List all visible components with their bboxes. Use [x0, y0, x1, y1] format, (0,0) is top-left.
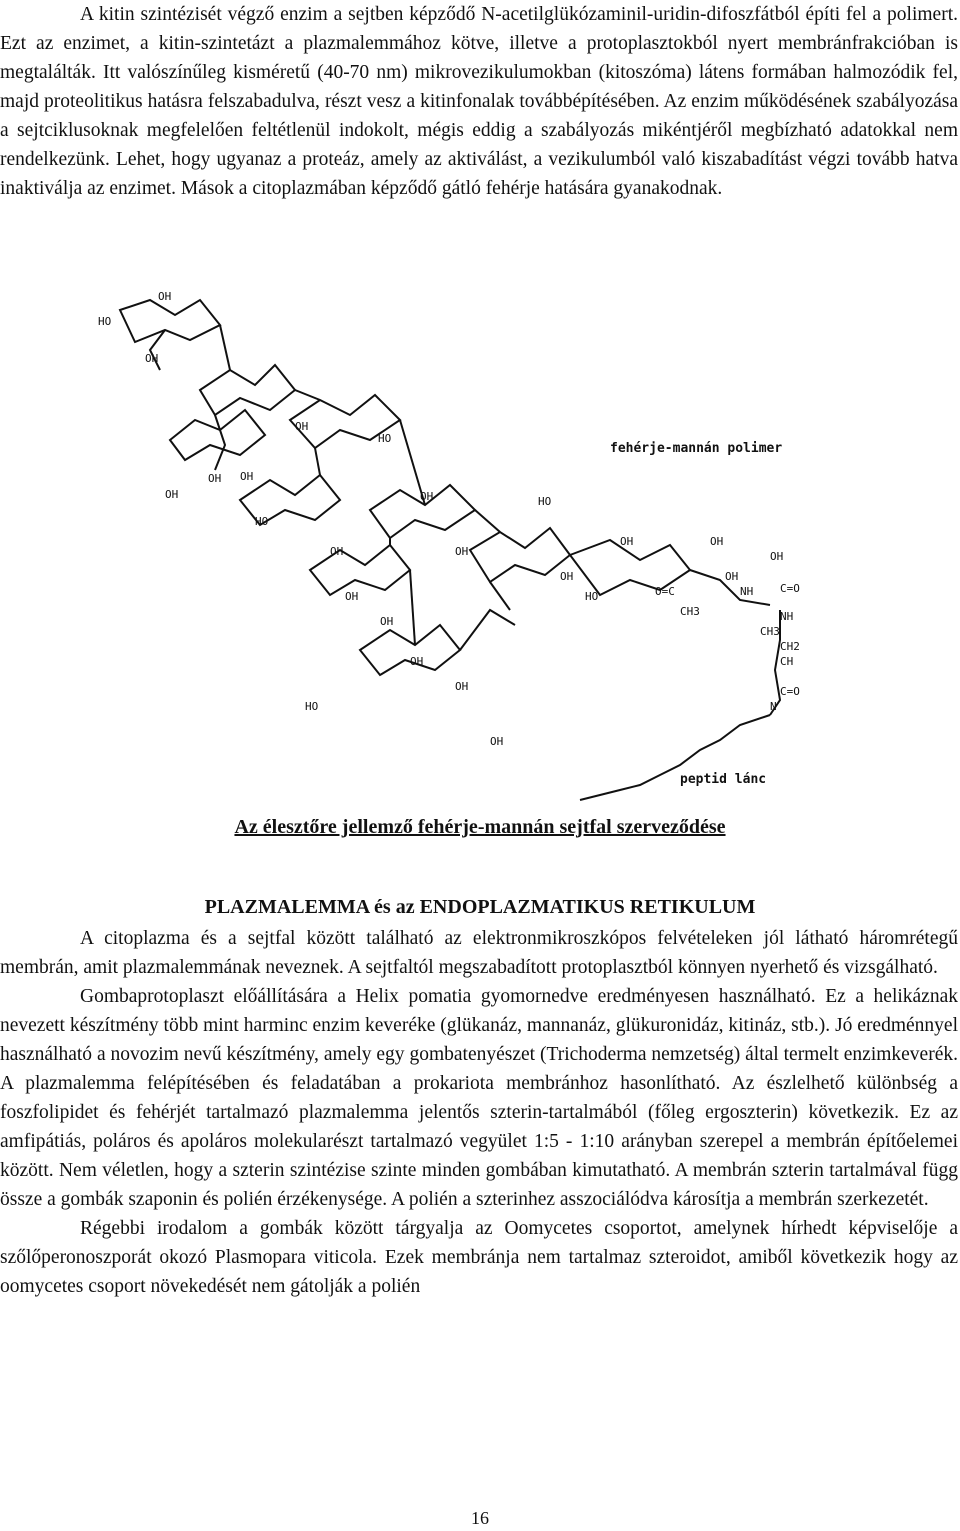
group-label: C=O: [780, 685, 800, 698]
intro-paragraph: [0, 0, 958, 203]
group-label: OH: [455, 545, 469, 558]
polymer-label: fehérje-mannán polimer: [610, 441, 783, 456]
group-label: C=O: [780, 582, 800, 595]
section-paragraph-2: Gombaprotoplaszt előállítására a Helix pomatia gyomornedve eredményesen használható. Ez a helikáznak nevezett készítmény több mint harminc enzim keveréke (glükanáz, mannanáz, glükuronidáz, kitináz, stb.). Jó eredménnyel használható a novozim nevű készítmény, amely egy gombatenyészet (Trichoderma nemzetség) által termelt enzimkeverék. A plazmalemma felépítésében és feladatában a prokariota membránhoz hasonlítható. Az észlelhető különbség a foszfolipidet és fehérjét tartalmazó plazmalemma jelentős szterin-tartalmából (főleg ergoszterin) következik. Ez az amfipátiás, poláros és apoláros molekularészt tartalmazó vegyület 1:5 - 1:10 arányban szerepel a membrán építőelemei között. Nem véletlen, hogy a szterin szintézise szinte minden gombában kimutatható. A membrán szterin tartalmával függ össze a gombák szaponin és polién érzékenysége. A polién a szterinhez asszociálódva károsítja a membrán szerkezetét.: [0, 986, 958, 1210]
group-label: OH: [420, 490, 434, 503]
group-label: OH: [158, 290, 172, 303]
section-body: [0, 924, 958, 1301]
group-label: CH2: [780, 640, 800, 653]
group-label: OH: [560, 570, 574, 583]
group-label: OH: [410, 655, 424, 668]
group-label: HO: [98, 315, 112, 328]
group-label: OH: [455, 680, 469, 693]
group-label: OH: [240, 470, 254, 483]
group-label: OH: [165, 488, 179, 501]
mannan-structure-figure: [80, 270, 800, 810]
figure-caption: Az élesztőre jellemző fehérje-mannán sejtfal szerveződése: [234, 816, 726, 838]
group-label: OH: [770, 550, 784, 563]
group-label: OH: [710, 535, 724, 548]
group-label: OH: [145, 352, 159, 365]
group-label: OH: [380, 615, 394, 628]
group-label: HO: [585, 590, 599, 603]
group-label: CH3: [760, 625, 780, 638]
chemical-structure-drawing: [80, 270, 800, 810]
group-label: OH: [490, 735, 504, 748]
group-label: OH: [295, 420, 309, 433]
group-label: HO: [378, 432, 392, 445]
section-paragraph-3: Régebbi irodalom a gombák között tárgyalja az Oomycetes csoportot, amelynek hírhedt képviselője a szőlőperonoszporát okozó Plasmopara viticola. Ezek membránja nem tartalmaz szteroidot, amiből következik hogy az oomycetes csoport növekedését nem gátolják a polién: [0, 1218, 958, 1297]
group-label: OH: [725, 570, 739, 583]
intro-text: A kitin szintézisét végző enzim a sejtben képződő N-acetilglükózaminil-uridin-difoszfátból építi fel a polimert. Ezt az enzimet, a kitin-szintetázt a plazmalemmához kötve, illetve a protoplasztokból nyert membránfrakcióban is megtalálták. Itt valószínűleg kisméretű (40-70 nm) mikrovezikulumokban (kitoszóma) látens formában halmozódik fel, majd proteolitikus hatásra felszabadulva, részt vesz a kitinfonalak továbbépítésében. Az enzim működésének szabályozása a sejtciklusoknak megfelelően feltétlenül indokolt, mégis eddig a szabályozás mikéntjéről megbízható adatokkal nem rendelkezünk. Lehet, hogy ugyanaz a proteáz, amely az aktiválást, a vezikulumból való kiszabadítást végzi tovább hatva inaktiválja az enzimet. Mások a citoplazmában képződő gátló fehérje hatására gyanakodnak.: [0, 4, 958, 199]
group-label: NH: [780, 610, 794, 623]
group-label: OH: [345, 590, 359, 603]
section-paragraph-1: A citoplazma és a sejtfal között található az elektronmikroszkópos felvételeken jól látható háromrétegű membrán, amit plazmalemmának neveznek. A sejtfaltól megszabadított protoplasztból könnyen nyerhető és vizsgálható.: [0, 928, 958, 978]
group-label: OH: [330, 545, 344, 558]
group-label: OH: [208, 472, 222, 485]
group-label: O=C: [655, 585, 675, 598]
group-label: CH: [780, 655, 794, 668]
group-label: HO: [255, 515, 269, 528]
group-label: HO: [538, 495, 552, 508]
group-label: OH: [620, 535, 634, 548]
peptide-label: peptid lánc: [680, 772, 767, 787]
group-label: NH: [740, 585, 754, 598]
group-label: HO: [305, 700, 319, 713]
page-number: 16: [471, 1508, 489, 1528]
section-title: PLAZMALEMMA és az ENDOPLAZMATIKUS RETIKULUM: [204, 896, 756, 918]
group-label: CH3: [680, 605, 700, 618]
group-label: N: [770, 700, 777, 713]
